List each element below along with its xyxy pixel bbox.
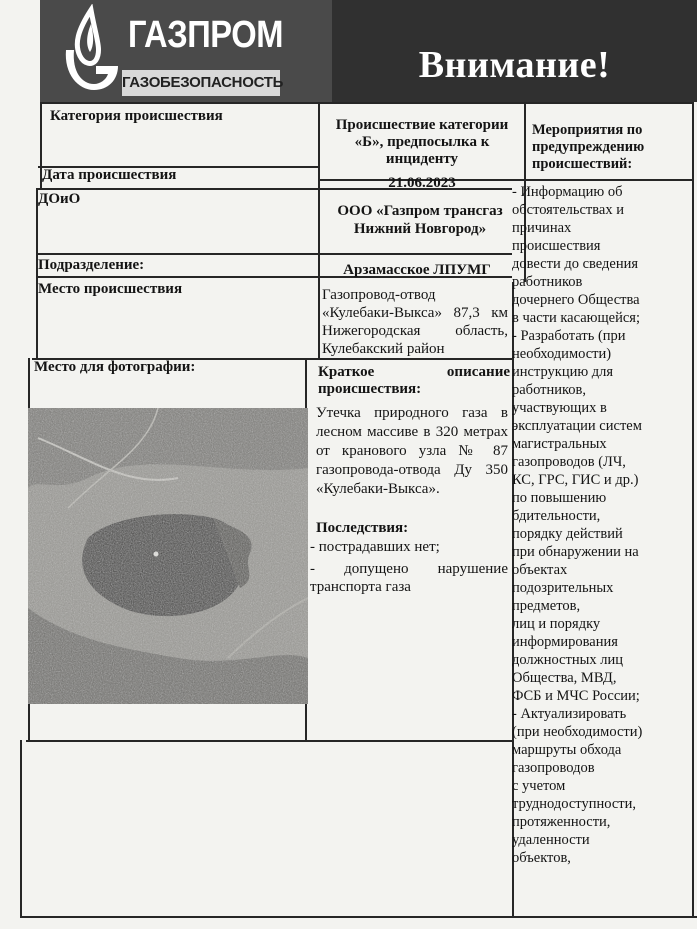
measures-line: магистральных	[512, 436, 607, 452]
division-label: Подразделение:	[38, 257, 145, 273]
measures-line: причинах	[512, 220, 572, 236]
consequences-heading: Последствия:	[316, 520, 409, 536]
measures-line: - Разработать (при	[512, 328, 626, 344]
gazprom-flame-logo-icon	[56, 4, 126, 96]
measures-line: объектов,	[512, 850, 571, 866]
location-label: Место происшествия	[38, 281, 183, 297]
measures-line: маршруты обхода	[512, 742, 622, 758]
row-divider	[36, 253, 512, 255]
header-logo-block	[40, 0, 332, 102]
measures-line: (при необходимости)	[512, 724, 643, 740]
measures-line: Общества, МВД,	[512, 670, 617, 686]
consequence-item: - допущено нарушение транспорта газа	[310, 561, 508, 595]
measures-line: дочернего Общества	[512, 292, 640, 308]
measures-line: информирования	[512, 634, 618, 650]
measures-heading: Мероприятия по предупреждению происшествий:	[532, 122, 645, 172]
measures-line: газопроводов (ЛЧ,	[512, 454, 626, 470]
measures-line: необходимости)	[512, 346, 612, 362]
measures-line: с учетом	[512, 778, 566, 794]
measures-line: работников,	[512, 382, 587, 398]
category-value: Происшествие категории «Б», предпосылка к инциденту	[335, 117, 509, 167]
measures-line: КС, ГРС, ГИС и др.)	[512, 472, 639, 488]
description-heading: Краткое описание происшествия:	[318, 364, 510, 397]
col-divider	[20, 740, 22, 916]
measures-line: ФСБ и МЧС России;	[512, 688, 640, 704]
consequence-item: - пострадавших нет;	[310, 539, 440, 555]
measures-line: по повышению	[512, 490, 607, 506]
measures-line: участвующих в	[512, 400, 607, 416]
page-title: Внимание!	[418, 44, 611, 86]
measures-line: бдительности,	[512, 508, 601, 524]
measures-line: предметов,	[512, 598, 581, 614]
date-value: 21.06.2023	[388, 175, 456, 191]
measures-line: при обнаружении на	[512, 544, 639, 560]
division-value: Арзамасское ЛПУМГ	[343, 262, 491, 278]
measures-line: должностных лиц	[512, 652, 623, 668]
measures-line: подозрительных	[512, 580, 614, 596]
category-label: Категория происшествия	[50, 108, 223, 124]
table-bottom-border	[20, 916, 697, 918]
measures-line: удаленности	[512, 832, 590, 848]
measures-line: - Актуализировать	[512, 706, 627, 722]
description-text: Утечка природного газа в лесном массиве в 320 метрах от кранового узла № 87 газопровода-отвода Ду 350 «Кулебаки-Выкса».	[316, 405, 508, 497]
org-value: ООО «Газпром трансгаз Нижний Новгород»	[337, 203, 503, 237]
date-label: Дата происшествия	[42, 167, 177, 183]
measures-line: обстоятельствах и	[512, 202, 624, 218]
header-title-block	[332, 0, 697, 102]
measures-line: эксплуатации систем	[512, 418, 642, 434]
location-value: Газопровод-отвод «Кулебаки-Выкса» 87,3 км Нижегородская область, Кулебакский район	[322, 287, 508, 357]
measures-line: труднодоступности,	[512, 796, 636, 812]
measures-line: работников	[512, 274, 583, 290]
table-right-border	[692, 102, 694, 916]
logo-name-text: ГАЗПРОМ	[128, 14, 284, 56]
measures-line: довести до сведения	[512, 256, 639, 272]
measures-line: лиц и порядку	[512, 616, 601, 632]
photo-label: Место для фотографии:	[34, 359, 196, 375]
measures-line: происшествия	[512, 238, 601, 254]
measures-list	[512, 183, 686, 867]
col-divider	[318, 102, 320, 358]
table-top-border	[40, 102, 692, 104]
measures-line: протяженности,	[512, 814, 611, 830]
measures-line: газопроводов	[512, 760, 595, 776]
incident-photo	[28, 408, 308, 704]
logo-subtitle: ГАЗОБЕЗОПАСНОСТЬ	[122, 70, 280, 96]
measures-line: инструкцию для	[512, 364, 614, 380]
measures-line: объектах	[512, 562, 568, 578]
measures-line: в части касающейся;	[512, 310, 640, 326]
row-divider	[26, 740, 512, 742]
measures-line: порядку действий	[512, 526, 623, 542]
org-label: ДОиО	[38, 191, 81, 207]
measures-line: - Информацию об	[512, 184, 623, 200]
